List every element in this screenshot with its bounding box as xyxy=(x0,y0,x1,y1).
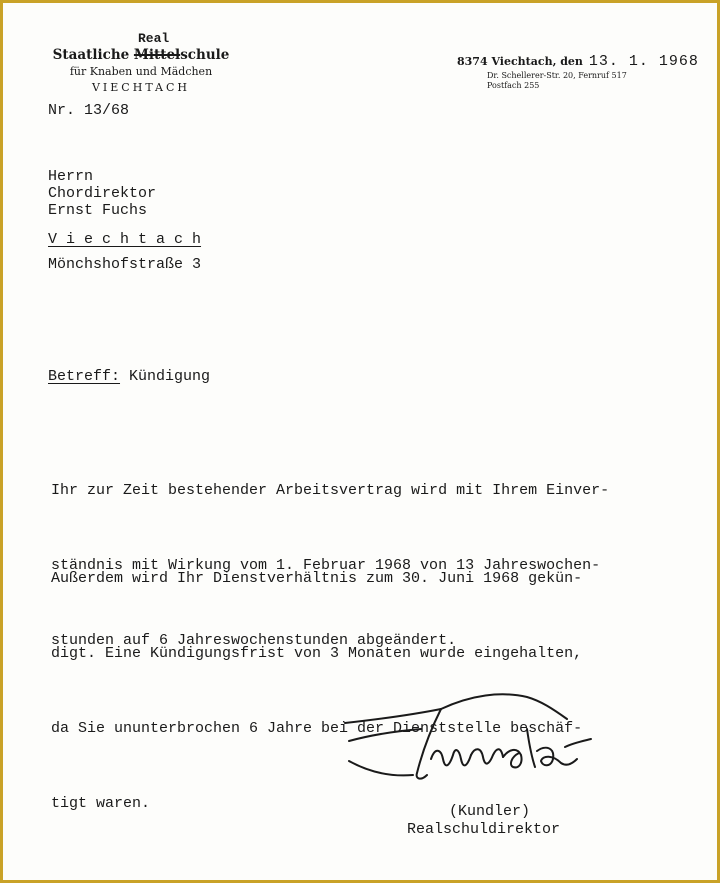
school-name-struck: Mittel xyxy=(133,47,181,63)
letter-date: 13. 1. 1968 xyxy=(588,53,699,70)
signatory-name: (Kundler) xyxy=(449,803,531,820)
paragraph-1-line: Ihr zur Zeit bestehender Arbeitsvertrag wird mit Ihrem Einver- xyxy=(51,482,610,499)
paragraph-2-line: tigt waren. xyxy=(51,795,151,812)
school-name-suffix: schule xyxy=(180,47,230,63)
school-name xyxy=(41,31,241,63)
subject-label: Betreff: xyxy=(48,368,121,385)
reference-number: Nr. 13/68 xyxy=(48,102,130,119)
place-date xyxy=(457,53,699,70)
place-label: 8374 Viechtach, den xyxy=(457,55,583,68)
subject-text: Kündigung xyxy=(120,368,211,385)
signatory-title: Realschuldirektor xyxy=(407,821,561,838)
paragraph-2-line: digt. Eine Kündigungsfrist von 3 Monaten wurde eingehalten, xyxy=(51,645,583,662)
school-city: VIECHTACH xyxy=(91,81,191,94)
recipient-city: V i e c h t a c h xyxy=(48,231,202,248)
paragraph-1-line: stunden auf 6 Jahreswochenstunden abgeändert. xyxy=(51,632,457,649)
sender-postbox: Postfach 255 xyxy=(487,81,540,90)
recipient-line2: Chordirektor xyxy=(48,185,157,202)
sender-block xyxy=(457,53,699,90)
school-subtitle: für Knaben und Mädchen xyxy=(69,65,213,78)
paragraph-1-line: ständnis mit Wirkung vom 1. Februar 1968 von 13 Jahreswochen- xyxy=(51,557,601,574)
recipient-line3: Ernst Fuchs xyxy=(48,202,148,219)
handwritten-signature xyxy=(341,689,601,789)
letter-page xyxy=(3,3,717,880)
recipient-line1: Herrn xyxy=(48,168,94,185)
school-name-correction: Real xyxy=(138,31,170,46)
paragraph-2-line: da Sie ununterbrochen 6 Jahre bei der Dienststelle beschäf- xyxy=(51,720,583,737)
subject-line xyxy=(48,368,210,385)
school-name-prefix: Staatliche xyxy=(52,47,134,63)
sender-street-phone: Dr. Schellerer-Str. 20, Fernruf 517 xyxy=(487,71,627,80)
letterhead xyxy=(41,31,241,94)
paragraph-2-line: Außerdem wird Ihr Dienstverhältnis zum 30. Juni 1968 gekün- xyxy=(51,570,583,587)
recipient-street: Mönchshofstraße 3 xyxy=(48,256,202,273)
